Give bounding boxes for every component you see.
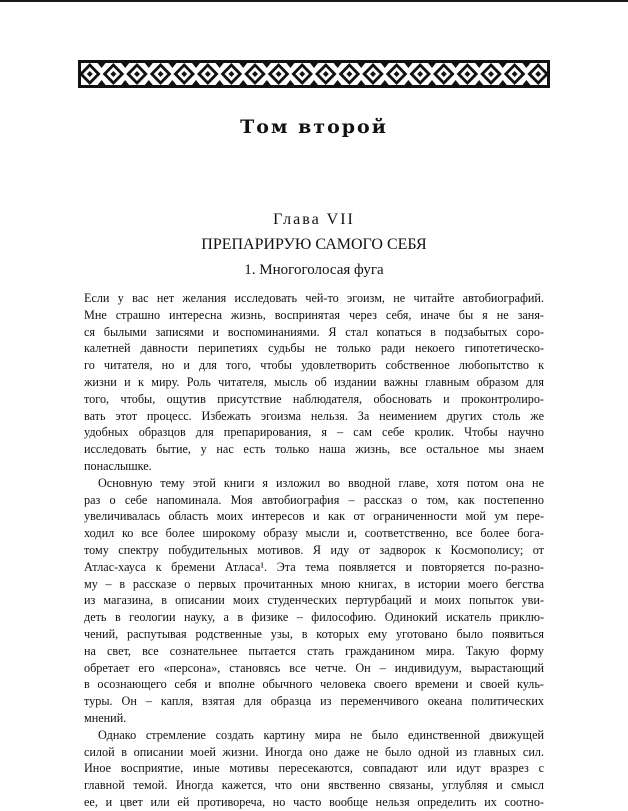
text-line: тому спектру побудительных мотивов. Я иду от задворок к Космополису; от — [84, 542, 544, 557]
text-line: чений, распутывая родственные узы, в которых ему уготовано было появиться — [84, 626, 544, 641]
text-line: туры. Он – капля, взятая для образца из переменчивого океана политических — [84, 694, 544, 709]
text-line: того, чтобы, ощутив присутствие наблюдателя, обосновать и проконтролиро- — [84, 391, 544, 406]
text-line: главной темой. Иногда кажется, что они явственно связаны, углубляя и смысл — [84, 778, 544, 793]
decorative-ornament-band — [78, 58, 550, 90]
text-line: жизни и к миру. Роль читателя, мысль об издании важны главным образом для — [84, 374, 544, 389]
text-line: обретает его «персона», становясь все четче. Он – индивидуум, вырастающий — [84, 660, 544, 675]
text-line: на свет, все сознательнее пытается стать гражданином мира. Такую форму — [84, 643, 544, 658]
text-line: Атлас-хауса к бремени Атласа¹. Эта тема появляется и повторяется по-разно- — [84, 559, 544, 574]
text-line: мнений. — [84, 710, 127, 725]
text-line: Однако стремление создать картину мира не было единственной движущей — [98, 727, 544, 742]
text-line: в осознающего себя и вполне обычного человека своего времени и своей куль- — [84, 677, 544, 692]
text-line: исследовать бытие, у нас есть только наша жизнь, все остальное мы знаем — [84, 442, 544, 457]
top-border-rule — [0, 0, 628, 2]
paragraph — [84, 475, 544, 727]
chapter-title: ПРЕПАРИРУЮ САМОГО СЕБЯ — [201, 236, 427, 253]
text-line: из магазина, в описании моих студенческих пертурбаций и моих попыток уви- — [84, 593, 544, 608]
text-line: понаслышке. — [84, 458, 152, 473]
text-line: Если у вас нет желания исследовать чей-то эгоизм, не читайте автобиографий. — [84, 291, 544, 305]
text-line: ходил ко все более широкому образу мысли и, соответственно, все более бога- — [84, 526, 544, 541]
text-line: му – в рассказе о первых прочитанных мною книгах, в истории моего бегства — [84, 576, 544, 591]
text-line: силой в описании моей жизни. Иногда оно даже не было одной из главных сил. — [84, 744, 544, 759]
text-line: удобных образцов для препарирования, я – сам себе кролик. Чтобы научно — [84, 425, 544, 440]
text-line: Мне страшно интересна жизнь, воспринятая через себя, иначе бы я не заня- — [84, 307, 544, 322]
text-line: калетней давности перипетиях судьбы не только ради некоего гипотетическо- — [84, 341, 544, 356]
text-line: ее, и цвет или ей противореча, но часто вообще нельзя определить их соотно- — [84, 794, 544, 809]
text-line: раз о себе напоминала. Моя автобиография – рассказ о том, как постепенно — [84, 492, 544, 507]
text-line: ся былыми записями и воспоминаниями. Я стал копаться в подзабытых соро- — [84, 324, 544, 339]
text-line: го читателя, но и для того, чтобы удовлетворить собственное любопытство к — [84, 358, 544, 373]
chapter-label: Глава VII — [273, 211, 355, 228]
paragraph — [84, 727, 544, 811]
text-line: увеличивалась область моих интересов и как от ограниченности мой ум пере- — [84, 509, 544, 524]
volume-title: Том второй — [240, 116, 388, 138]
text-line: деть в геологии науку, а в физике – философию. Одинокий искатель приклю- — [84, 610, 544, 625]
section-title: 1. Многоголосая фуга — [244, 262, 384, 278]
text-line: Основную тему этой книги я изложил во вводной главе, хотя потом она не — [98, 475, 544, 490]
body-text — [84, 290, 544, 811]
text-line: Иное восприятие, иные мотивы пересекаются, совпадают или идут вразрез с — [84, 761, 544, 776]
text-line: вать этот процесс. Избежать эгоизма нельзя. За неимением других столь же — [84, 408, 544, 423]
paragraph — [84, 290, 544, 475]
